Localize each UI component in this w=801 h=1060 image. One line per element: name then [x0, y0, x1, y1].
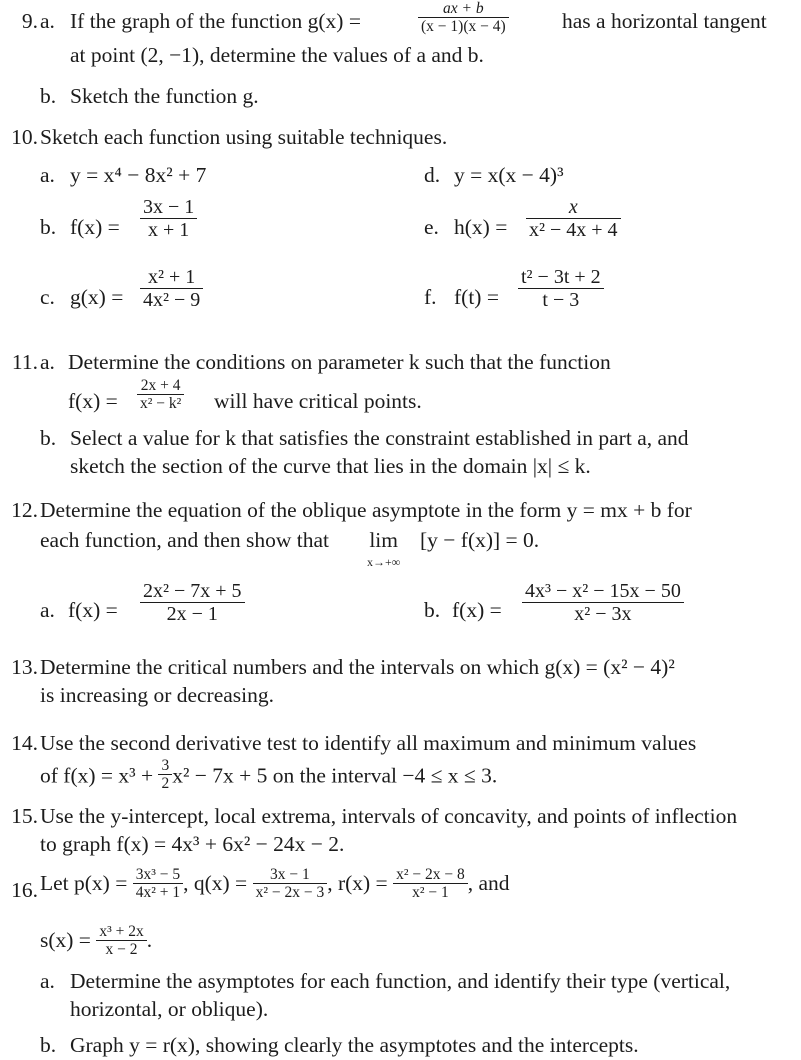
- problem-text: is increasing or decreasing.: [40, 683, 275, 707]
- problem-text: Determine the critical numbers and the intervals on which g(x) = (x² − 4)²: [40, 655, 675, 679]
- math-expression: f(x) =: [68, 598, 118, 622]
- problem-text: Graph y = r(x), showing clearly the asymptotes and the intercepts.: [70, 1033, 639, 1057]
- math-expression: s(x) = $\frac{\text{x³ + 2x}}{x - 2}$ .: [40, 923, 153, 959]
- problem-text: Select a value for k that satisfies the constraint established in part a, and: [70, 426, 689, 450]
- fraction: $\frac{ax + b}{(x - 1)(x - 4)}$: [418, 0, 509, 35]
- problem-number: 11.: [11, 350, 38, 374]
- fraction: $\frac{\text{4x³ − x² − 15x − 50}}{\text{x² − 3x}}$: [522, 580, 684, 625]
- problem-text: Determine the conditions on parameter k such that the function: [68, 350, 611, 374]
- math-expression: f(x) =: [452, 598, 502, 622]
- math-expression: f(x) =: [70, 215, 120, 239]
- problem-text: Use the second derivative test to identify all maximum and minimum values: [40, 731, 697, 755]
- part-label: b.: [424, 598, 441, 622]
- part-label: a.: [40, 350, 55, 374]
- math-expression: of f(x) = x³ + $\frac{3}{2}$ x² − 7x + 5 on the interval −4 ≤ x ≤ 3.: [40, 757, 498, 793]
- math-expression: y = x⁴ − 8x² + 7: [70, 163, 207, 187]
- problem-number: 12.: [11, 498, 38, 522]
- math-expression: [y − f(x)] = 0.: [420, 528, 540, 552]
- part-label: b.: [40, 1033, 57, 1057]
- math-expression: h(x) =: [454, 215, 508, 239]
- fraction: $\frac{3}{2}$: [158, 757, 172, 792]
- fraction: $\frac{\text{t² − 3t + 2}}{t - 3}$: [518, 266, 604, 311]
- problem-text: will have critical points.: [214, 389, 422, 413]
- part-label: e.: [424, 215, 439, 239]
- fraction: $\frac{\text{2x² − 7x + 5}}{2x - 1}$: [140, 580, 245, 625]
- problem-number: 14.: [11, 731, 38, 755]
- fraction: $\frac{\text{3x³ − 5}}{\text{4x² + 1}}$: [133, 866, 183, 901]
- fraction: $\frac{3x - 1}{\text{x² − 2x − 3}}$: [253, 866, 328, 901]
- part-label: a.: [40, 163, 55, 187]
- problem-text: Sketch the function g.: [70, 84, 259, 108]
- math-expression: y = x(x − 4)³: [454, 163, 564, 187]
- part-label: f.: [424, 285, 437, 309]
- part-label: b.: [40, 215, 57, 239]
- problem-text: Sketch each function using suitable techniques.: [40, 125, 448, 149]
- problem-text: Use the y-intercept, local extrema, intervals of concavity, and points of inflection: [40, 804, 738, 828]
- math-expression: f(x) =: [68, 389, 118, 413]
- part-label: a.: [40, 9, 55, 33]
- part-label: a.: [40, 969, 55, 993]
- fraction: $\frac{2x + 4}{\text{x² − k²}}$: [137, 377, 184, 412]
- problem-number: 9.: [21, 9, 38, 33]
- fraction: $\frac{\text{x³ + 2x}}{x - 2}$: [96, 923, 146, 958]
- fraction: $\frac{3x - 1}{x + 1}$: [140, 196, 197, 241]
- problem-number: 15.: [11, 804, 38, 828]
- problem-text: at point (2, −1), determine the values of a and b.: [70, 43, 484, 67]
- problem-text: to graph f(x) = 4x³ + 6x² − 24x − 2.: [40, 832, 345, 856]
- math-expression: g(x) =: [70, 285, 124, 309]
- part-label: b.: [40, 426, 57, 450]
- part-label: d.: [424, 163, 441, 187]
- problem-text: Determine the asymptotes for each function, and identify their type (vertical,: [70, 969, 731, 993]
- problem-text: has a horizontal tangent: [562, 9, 767, 33]
- problem-number: 16.: [11, 878, 38, 902]
- math-expression: f(t) =: [454, 285, 499, 309]
- fraction: $\frac{\text{x² − 2x − 8}}{\text{x² − 1}}$: [393, 866, 468, 901]
- problem-number: 13.: [11, 655, 38, 679]
- problem-text: sketch the section of the curve that lies in the domain |x| ≤ k.: [70, 454, 591, 478]
- problem-text: If the graph of the function g(x) =: [70, 9, 361, 33]
- part-label: b.: [40, 84, 57, 108]
- math-expression: Let p(x) = $\frac{\text{3x³ − 5}}{\text{4x² + 1}}$ , q(x) = $\frac{3x - 1}{\text{x² − 2x − 3}}$ , r(x) = $\frac{\text{x² − 2x − 8}}{\text{x² − 1}}$ , and: [40, 866, 510, 902]
- part-label: c.: [40, 285, 55, 309]
- fraction: $\frac{\text{x² + 1}}{\text{4x² − 9}}$: [140, 266, 203, 311]
- problem-text: horizontal, or oblique).: [70, 997, 269, 1021]
- problem-text: each function, and then show that: [40, 528, 329, 552]
- problem-text: Determine the equation of the oblique asymptote in the form y = mx + b for: [40, 498, 692, 522]
- problem-number: 10.: [11, 125, 38, 149]
- part-label: a.: [40, 598, 55, 622]
- limit: lim x→+∞: [367, 528, 401, 569]
- fraction: $\frac{x}{\text{x² − 4x + 4}}$: [526, 196, 621, 241]
